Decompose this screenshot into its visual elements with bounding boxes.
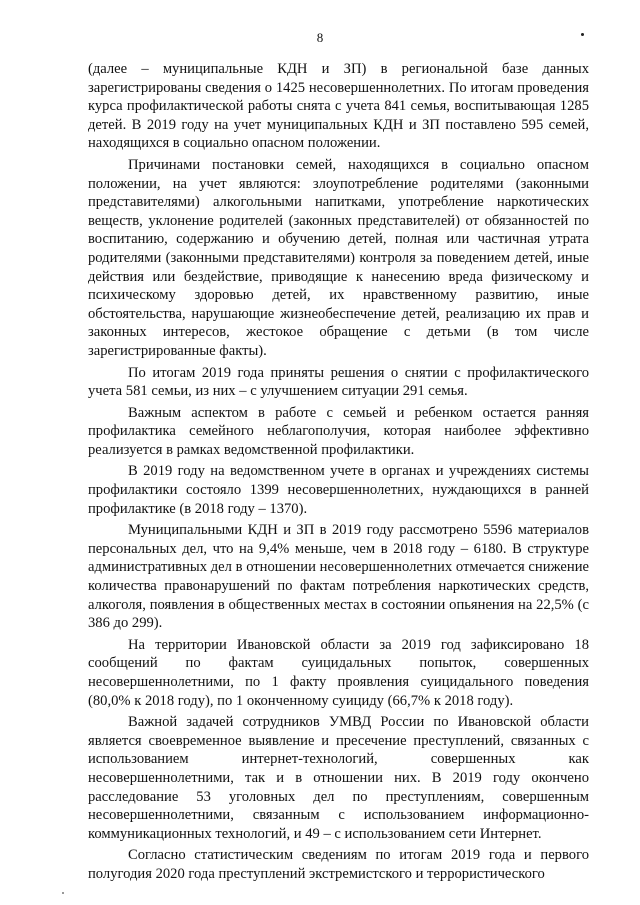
paragraph-2: Причинами постановки семей, находящихся в социально опасном положении, на учет являются: злоупотребление родителями (законными представителями) алкогольными напитками, употребление наркотических веществ, уклонение родителей (законных представителей) от обязанностей по воспитанию, содержанию и обучению детей, полная или частичная утрата родителями (законными представителями) контроля за поведением детей, иные действия или бездействие, приводящие к нанесению вреда физическому и психическому здоровью детей, их нравственному развитию, иные обстоятельства, нарушающие жизнеобеспечение детей, реализацию их прав и законных интересов, жестокое обращение с детьми (в том числе зарегистрированные факты). [88,156,589,359]
paragraph-5: В 2019 году на ведомственном учете в органах и учреждениях системы профилактики состояло 1399 несовершеннолетних, нуждающихся в ранней профилактике (в 2018 году – 1370). [88,463,589,517]
paragraph-4: Важным аспектом в работе с семьей и ребенком остается ранняя профилактика семейного неблагополучия, которая наиболее эффективно реализуется в рамках ведомственной профилактики. [88,404,589,458]
paragraph-8: Важной задачей сотрудников УМВД России по Ивановской области является своевременное выявление и пресечение преступлений, связанных с использованием интернет-технологий, совершенных как несовершеннолетними, так и в отношении них. В 2019 году окончено расследование 53 уголовных дел по преступлениям, совершенным несовершеннолетними, связанным с использованием информационно-коммуникационных технологий, и 49 – с использованием сети Интернет. [88,714,589,842]
paragraph-1: (далее – муниципальные КДН и ЗП) в региональной базе данных зарегистрированы сведения о 1425 несовершеннолетних. По итогам проведения курса профилактической работы снята с учета 841 семья, воспитывающая 1285 детей. В 2019 году на учет муниципальных КДН и ЗП поставлено 595 семей, находящихся в социально опасном положении. [88,61,589,152]
paragraph-9: Согласно статистическим сведениям по итогам 2019 года и первого полугодия 2020 года преступлений экстремистского и террористического [88,847,589,882]
paragraph-3: По итогам 2019 года приняты решения о снятии с профилактического учета 581 семьи, из них – с улучшением ситуации 291 семья. [88,364,589,400]
page-number: 8 [316,30,324,45]
body-text [88,60,589,887]
scan-edge-mark [62,892,64,894]
paragraph-6: Муниципальными КДН и ЗП в 2019 году рассмотрено 5596 материалов персональных дел, что на 9,4% меньше, чем в 2018 году – 6180. В структуре административных дел в отношении несовершеннолетних отмечается снижение количества правонарушений по фактам потребления наркотических средств, алкоголя, появления в общественных местах в состоянии опьянения на 22,5% (с 386 до 299). [88,522,589,632]
paragraph-7: На территории Ивановской области за 2019 год зафиксировано 18 сообщений по фактам суицидальных попыток, совершенных несовершеннолетними, по 1 факту проявления суицидального поведения (80,0% к 2018 году), по 1 оконченному суициду (66,7% к 2018 году). [88,636,589,709]
scan-dot-mark [581,33,584,36]
